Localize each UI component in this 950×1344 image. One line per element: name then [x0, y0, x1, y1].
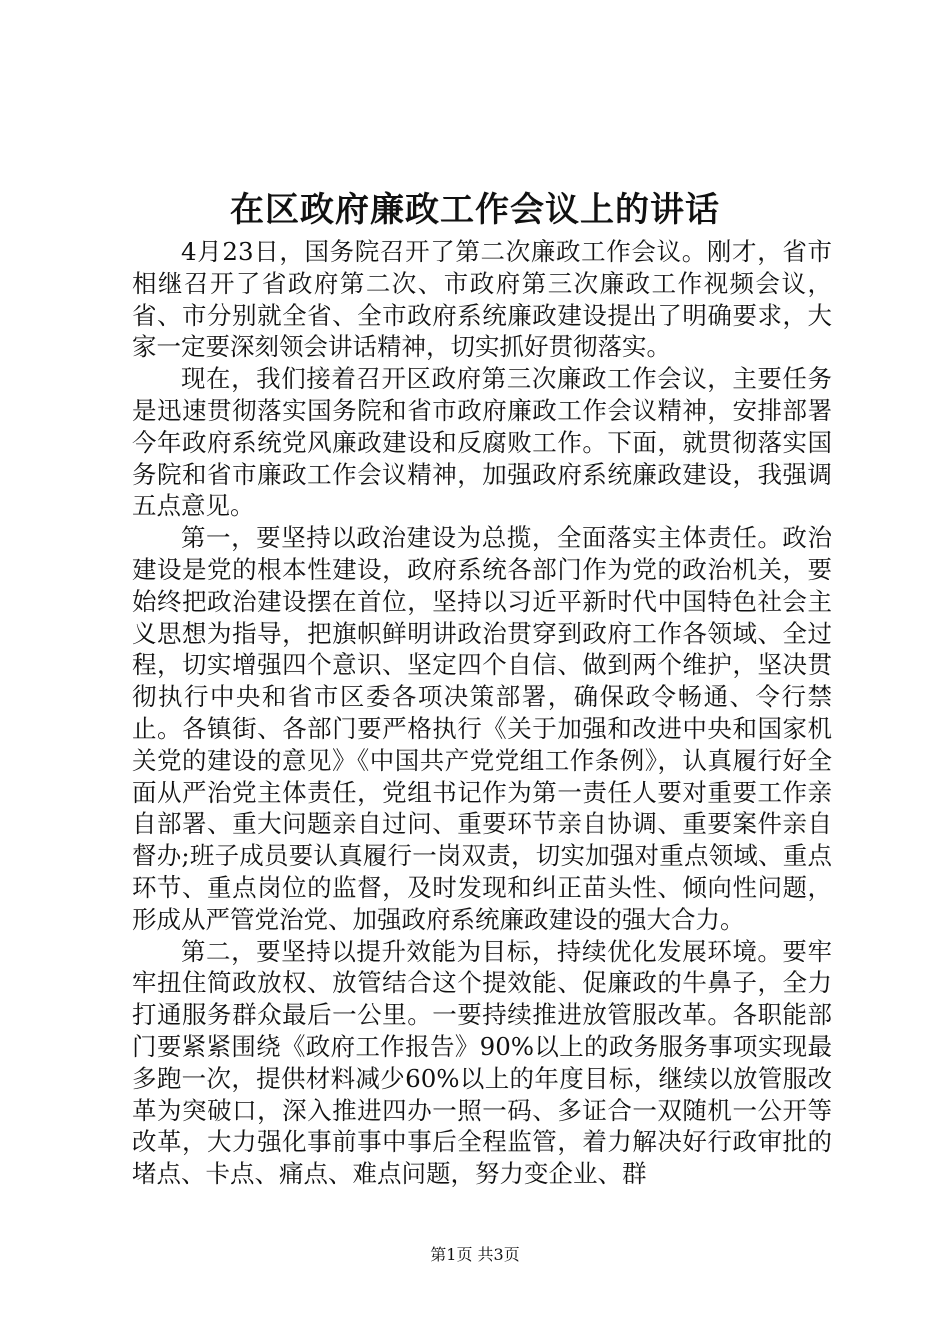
- page-footer: 第1页 共3页: [430, 1245, 520, 1264]
- document-title: 在区政府廉政工作会议上的讲话: [230, 190, 720, 230]
- paragraph-3: 第一，要坚持以政治建设为总揽，全面落实主体责任。政治建设是党的根本性建设，政府系统各部门作为党的政治机关，要始终把政治建设摆在首位，坚持以习近平新时代中国特色社会主义思想为指导，把旗帜鲜明讲政治贯穿到政府工作各领域、全过程，切实增强四个意识、坚定四个自信、做到两个维护，坚决贯彻执行中央和省市区委各项决策部署，确保政令畅通、令行禁止。各镇街、各部门要严格执行《关于加强和改进中央和国家机关党的建设的意见》《中国共产党党组工作条例》，认真履行好全面从严治党主体责任，党组书记作为第一责任人要对重要工作亲自部署、重大问题亲自过问、重要环节亲自协调、重要案件亲自督办;班子成员要认真履行一岗双责，切实加强对重点领域、重点环节、重点岗位的监督，及时发现和纠正苗头性、倾向性问题，形成从严管党治党、加强政府系统廉政建设的强大合力。: [132, 523, 832, 934]
- paragraph-4: 第二，要坚持以提升效能为目标，持续优化发展环境。要牢牢扭住简政放权、放管结合这个提效能、促廉政的牛鼻子，全力打通服务群众最后一公里。一要持续推进放管服改革。各职能部门要紧紧围绕《政府工作报告》90%以上的政务服务事项实现最多跑一次，提供材料减少60%以上的年度目标，继续以放管服改革为突破口，深入推进四办一照一码、多证合一双随机一公开等改革，大力强化事前事中事后全程监管，着力解决好行政审批的堵点、卡点、痛点、难点问题，努力变企业、群: [132, 936, 832, 1189]
- document-body: [132, 236, 832, 1190]
- paragraph-2: 现在，我们接着召开区政府第三次廉政工作会议，主要任务是迅速贯彻落实国务院和省市政府廉政工作会议精神，安排部署今年政府系统党风廉政建设和反腐败工作。下面，就贯彻落实国务院和省市廉政工作会议精神，加强政府系统廉政建设，我强调五点意见。: [132, 364, 832, 521]
- paragraph-1: 4月23日，国务院召开了第二次廉政工作会议。刚才，省市相继召开了省政府第二次、市政府第三次廉政工作视频会议，省、市分别就全省、全市政府系统廉政建设提出了明确要求，大家一定要深刻领会讲话精神，切实抓好贯彻落实。: [132, 237, 832, 362]
